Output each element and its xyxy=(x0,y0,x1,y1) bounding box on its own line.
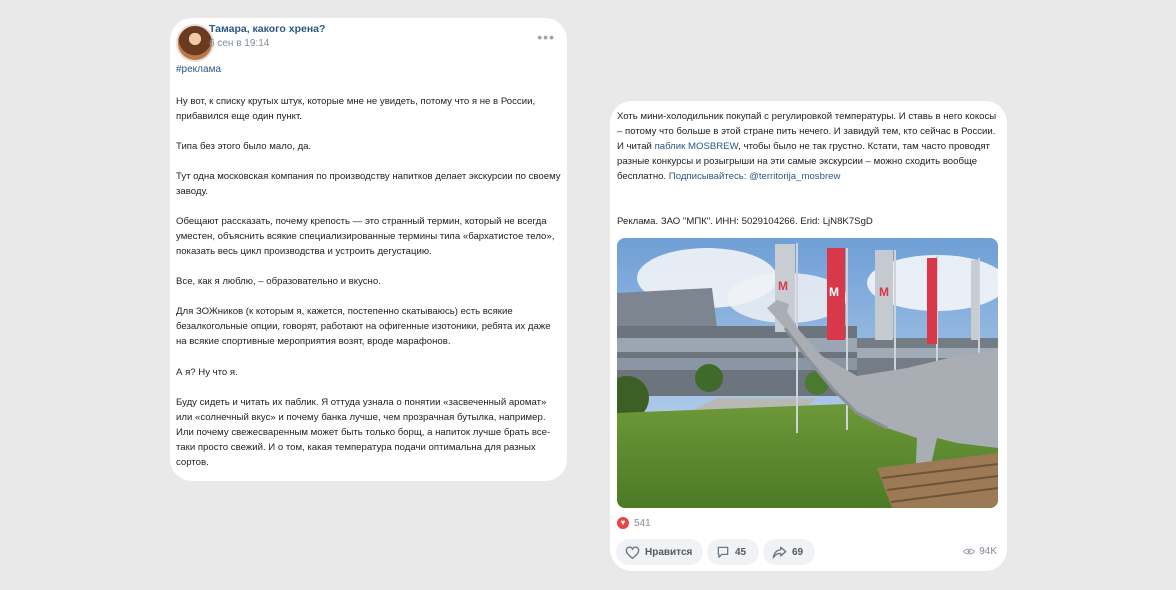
svg-text:M: M xyxy=(778,279,788,293)
post-paragraph: Для ЗОЖников (к которым я, кажется, постепенно скатываюсь) есть всякие безалкогольные опции, говорят, работают на офигенные изотоники, ребята их даже на всякие спортивные мероприятия возят, вроде марафонов. xyxy=(176,306,551,348)
ad-disclaimer: Реклама. ЗАО "МПК". ИНН: 5029104266. Erid: LjN8K7SgD xyxy=(617,216,873,227)
more-horizontal-icon[interactable]: ••• xyxy=(537,29,555,45)
post-paragraph: А я? Ну что я. xyxy=(176,367,238,378)
comment-icon xyxy=(716,545,730,559)
post-date[interactable]: 6 сен в 19:14 xyxy=(209,38,270,49)
post-text-part: Хоть мини-холодильник покупай с регулировкой температуры. И ставь в него кокосы – потому что больше в этой стране пить нечего. И завидуй тем, кто сейчас в России. И читай xyxy=(617,111,997,153)
author-name[interactable]: Тамара, какого хрена? xyxy=(209,23,326,35)
reactions-count: 541 xyxy=(634,517,651,529)
post-photo[interactable] xyxy=(617,238,998,508)
mosbrew-link[interactable]: паблик MOSBREW xyxy=(654,141,739,153)
comments-count: 45 xyxy=(735,546,747,558)
eye-icon xyxy=(963,547,975,556)
author-meta xyxy=(209,23,325,50)
shares-count: 69 xyxy=(792,546,804,558)
post-paragraph: Буду сидеть и читать их паблик. Я оттуда узнала о понятии «засвеченный аромат» или «солнечный вкус» и почему банка лучше, чем прозрачная бутылка, например. Или почему свежесваренным может быть только борщ, а напиток лучше брать все-таки просто свежий. И о том, какая температура подачи оптимальна для разных сортов. xyxy=(176,397,551,469)
svg-text:M: M xyxy=(829,285,839,299)
heart-icon: ♥ xyxy=(617,517,629,529)
post-paragraph: Типа без этого было мало, да. xyxy=(176,141,312,152)
svg-text:M: M xyxy=(879,285,889,299)
post-paragraph: Обещают рассказать, почему крепость — это странный термин, который не всегда уместен, объяснить всякие специализированные термины типа «бархатистое тело», показать весь цикл производства и устроить дегустацию. xyxy=(176,216,555,258)
post-paragraph: Ну вот, к списку крутых штук, которые мне не увидеть, потому что я не в России, прибавился еще один пункт. xyxy=(176,96,536,123)
comment-button[interactable] xyxy=(707,539,759,565)
like-label: Нравится xyxy=(645,546,693,558)
heart-outline-icon xyxy=(625,546,640,559)
factory-dinosaur-photo xyxy=(617,238,998,508)
reactions-summary[interactable] xyxy=(617,517,651,529)
post-paragraph: Тут одна московская компания по производству напитков делает экскурсии по своему заводу. xyxy=(176,171,561,198)
post-card-right xyxy=(610,101,1007,571)
post-body-text xyxy=(617,109,1002,184)
share-icon xyxy=(772,546,787,559)
share-button[interactable] xyxy=(763,539,815,565)
like-button[interactable] xyxy=(616,539,703,565)
subscribe-link[interactable]: Подписывайтесь: @territorija_mosbrew xyxy=(668,171,841,183)
post-paragraph: Все, как я люблю, – образовательно и вкусно. xyxy=(176,276,381,287)
views-count: 94K xyxy=(979,546,997,557)
post-card-left xyxy=(170,18,567,481)
post-text-part: , чтобы было не так грустно. Кстати, там часто проводят разные конкурсы и розыгрыши на эти самые экскурсии – можно сходить вообще бесплатно. xyxy=(617,141,990,183)
views-counter xyxy=(963,546,997,557)
hashtag-link[interactable]: #реклама xyxy=(176,64,222,75)
